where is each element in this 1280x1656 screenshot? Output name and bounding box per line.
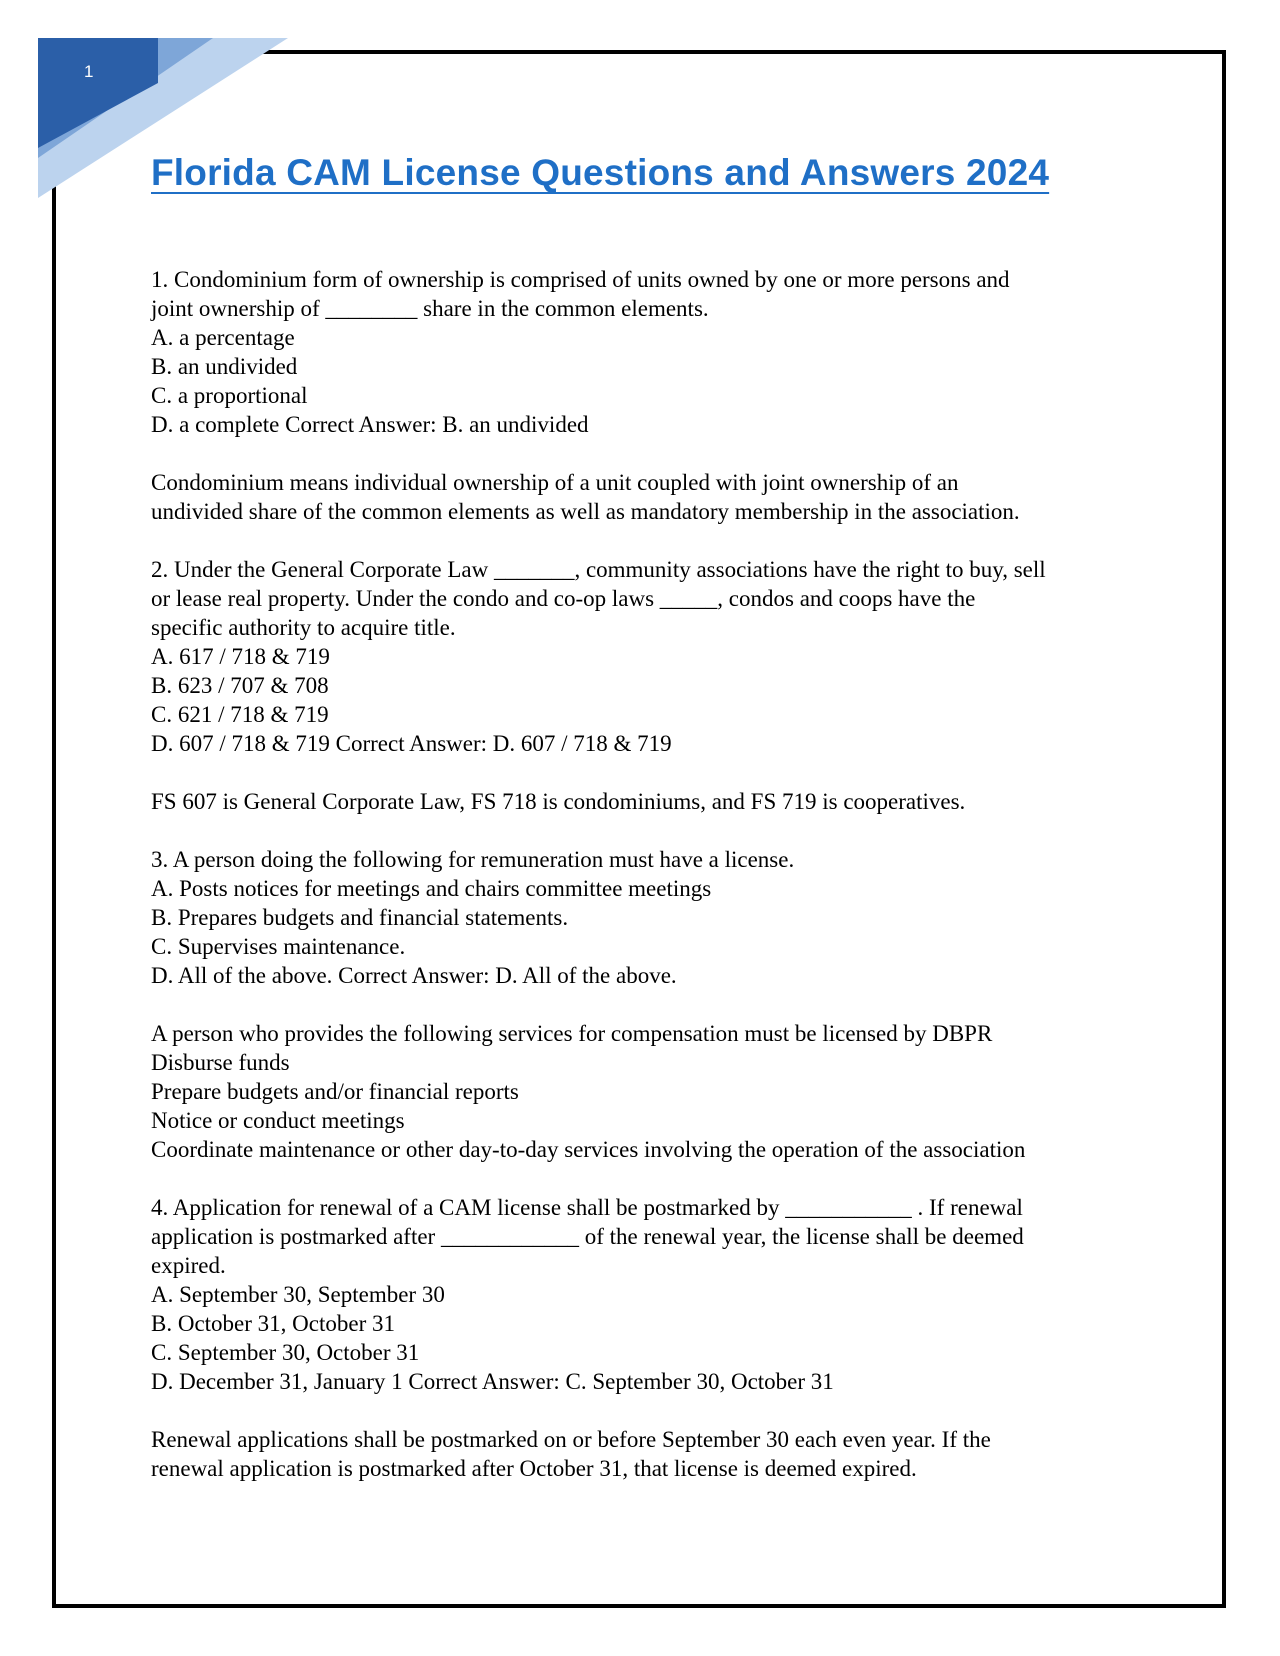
explanation-line: FS 607 is General Corporate Law, FS 718 is condominiums, and FS 719 is cooperatives.	[151, 789, 966, 814]
paragraph-gap	[151, 1396, 1151, 1425]
paragraph-gap	[151, 758, 1151, 787]
explanation-line: undivided share of the common elements as well as mandatory membership in the association.	[151, 499, 1020, 524]
answer-option: C. a proportional	[151, 383, 308, 408]
explanation-line: Renewal applications shall be postmarked on or before September 30 each even year. If the	[151, 1427, 991, 1452]
question-line: or lease real property. Under the condo and co-op laws _____, condos and coops have the	[151, 586, 976, 611]
answer-option-correct: D. December 31, January 1 Correct Answer: C. September 30, October 31	[151, 1369, 834, 1394]
answer-option: A. September 30, September 30	[151, 1282, 445, 1307]
answer-option: C. Supervises maintenance.	[151, 934, 406, 959]
explanation-line: A person who provides the following services for compensation must be licensed by DBPR	[151, 1021, 993, 1046]
explanation-1	[151, 468, 1151, 526]
explanation-line: renewal application is postmarked after October 31, that license is deemed expired.	[151, 1456, 917, 1481]
explanation-4	[151, 1425, 1151, 1483]
question-line: 2. Under the General Corporate Law _______, community associations have the right to buy, sell	[151, 557, 1046, 582]
document-body	[151, 265, 1151, 1483]
answer-option: A. Posts notices for meetings and chairs committee meetings	[151, 876, 712, 901]
page-number: 1	[84, 62, 94, 81]
paragraph-gap	[151, 990, 1151, 1019]
answer-option: A. a percentage	[151, 325, 295, 350]
question-3	[151, 845, 1151, 990]
explanation-2	[151, 787, 1151, 816]
answer-option: B. 623 / 707 & 708	[151, 673, 329, 698]
explanation-line: Condominium means individual ownership of a unit coupled with joint ownership of an	[151, 470, 959, 495]
paragraph-gap	[151, 1164, 1151, 1193]
answer-option: B. October 31, October 31	[151, 1311, 395, 1336]
question-2	[151, 555, 1151, 758]
explanation-3	[151, 1019, 1151, 1164]
paragraph-gap	[151, 439, 1151, 468]
explanation-line: Coordinate maintenance or other day-to-day services involving the operation of the association	[151, 1137, 1026, 1162]
question-line: application is postmarked after ____________ of the renewal year, the license shall be deemed	[151, 1224, 1024, 1249]
answer-option: C. 621 / 718 & 719	[151, 702, 329, 727]
answer-option-correct: D. a complete Correct Answer: B. an undivided	[151, 412, 589, 437]
answer-option-correct: D. 607 / 718 & 719 Correct Answer: D. 607 / 718 & 719	[151, 731, 672, 756]
paragraph-gap	[151, 526, 1151, 555]
explanation-line: Notice or conduct meetings	[151, 1108, 405, 1133]
answer-option-correct: D. All of the above. Correct Answer: D. All of the above.	[151, 963, 677, 988]
explanation-line: Disburse funds	[151, 1050, 290, 1075]
answer-option: B. an undivided	[151, 354, 298, 379]
question-1	[151, 265, 1151, 439]
paragraph-gap	[151, 816, 1151, 845]
answer-option: A. 617 / 718 & 719	[151, 644, 330, 669]
question-line: joint ownership of ________ share in the common elements.	[151, 296, 709, 321]
question-line: specific authority to acquire title.	[151, 615, 456, 640]
page-title: Florida CAM License Questions and Answers 2024	[151, 152, 1050, 193]
question-line: expired.	[151, 1253, 226, 1278]
question-line: 4. Application for renewal of a CAM license shall be postmarked by ___________ . If renewal	[151, 1195, 1023, 1220]
question-line: 3. A person doing the following for remuneration must have a license.	[151, 847, 795, 872]
question-line: 1. Condominium form of ownership is comprised of units owned by one or more persons and	[151, 267, 1010, 292]
question-4	[151, 1193, 1151, 1396]
explanation-line: Prepare budgets and/or financial reports	[151, 1079, 519, 1104]
answer-option: C. September 30, October 31	[151, 1340, 420, 1365]
answer-option: B. Prepares budgets and financial statements.	[151, 905, 569, 930]
